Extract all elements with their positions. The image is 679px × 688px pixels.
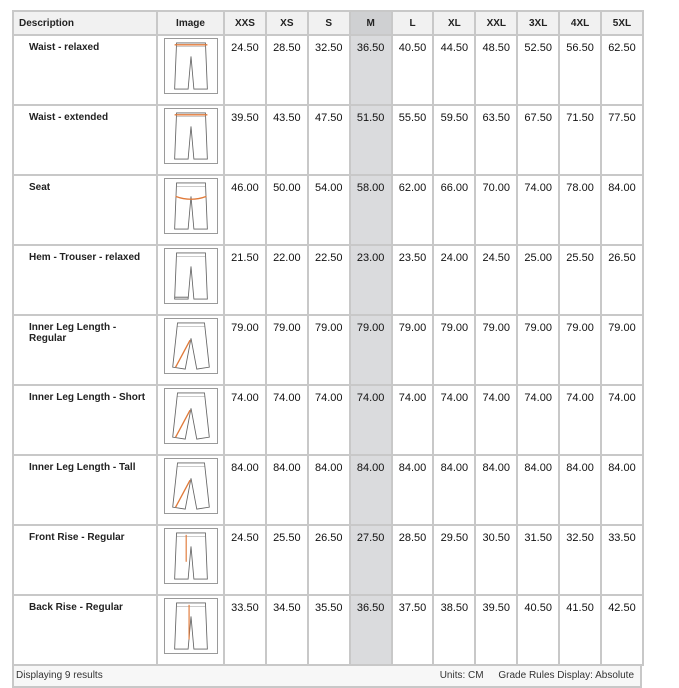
- measurement-value[interactable]: 55.50: [392, 105, 434, 175]
- row-description: Front Rise - Regular: [13, 525, 157, 595]
- measurement-value[interactable]: 51.50: [350, 105, 392, 175]
- row-image-cell: [157, 175, 224, 245]
- measurement-value[interactable]: 79.00: [308, 315, 350, 385]
- measurement-value[interactable]: 30.50: [475, 525, 517, 595]
- row-image-cell: [157, 105, 224, 175]
- row-image-cell: [157, 595, 224, 665]
- measurement-value[interactable]: 67.50: [517, 105, 559, 175]
- measurement-value[interactable]: 47.50: [308, 105, 350, 175]
- measurement-value[interactable]: 71.50: [559, 105, 601, 175]
- measurement-value[interactable]: 79.00: [224, 315, 266, 385]
- measurement-value[interactable]: 21.50: [224, 245, 266, 315]
- measurement-value[interactable]: 74.00: [266, 385, 308, 455]
- measurement-value[interactable]: 24.50: [224, 525, 266, 595]
- measurement-value[interactable]: 43.50: [266, 105, 308, 175]
- waist-measure-icon[interactable]: [164, 108, 218, 164]
- table-row[interactable]: [13, 525, 643, 595]
- measurement-value[interactable]: 48.50: [475, 35, 517, 105]
- measurement-value[interactable]: 22.50: [308, 245, 350, 315]
- measurement-value[interactable]: 84.00: [266, 455, 308, 525]
- measurement-value[interactable]: 27.50: [350, 525, 392, 595]
- results-count: Displaying 9 results: [16, 670, 103, 681]
- measurement-value[interactable]: 84.00: [433, 455, 475, 525]
- row-image-cell: [157, 525, 224, 595]
- measurement-value[interactable]: 52.50: [517, 35, 559, 105]
- measurement-value[interactable]: 77.50: [601, 105, 643, 175]
- measurement-value[interactable]: 84.00: [392, 455, 434, 525]
- measurement-value[interactable]: 84.00: [308, 455, 350, 525]
- row-image-cell: [157, 385, 224, 455]
- table-row[interactable]: [13, 245, 643, 315]
- measurement-value[interactable]: 79.00: [475, 315, 517, 385]
- measurement-value[interactable]: 54.00: [308, 175, 350, 245]
- measurement-value[interactable]: 40.50: [517, 595, 559, 665]
- measurement-value[interactable]: 74.00: [559, 385, 601, 455]
- measurement-value[interactable]: 39.50: [475, 595, 517, 665]
- measurement-value[interactable]: 39.50: [224, 105, 266, 175]
- measurement-value[interactable]: 25.50: [266, 525, 308, 595]
- size-chart: [12, 10, 642, 688]
- measurement-value[interactable]: 74.00: [350, 385, 392, 455]
- measurement-value[interactable]: 44.50: [433, 35, 475, 105]
- measurement-value[interactable]: 28.50: [266, 35, 308, 105]
- grade-rules-label: Grade Rules Display: Absolute: [498, 670, 634, 681]
- measurement-value[interactable]: 37.50: [392, 595, 434, 665]
- measurement-value[interactable]: 79.00: [517, 315, 559, 385]
- column-header-size[interactable]: XXS: [224, 11, 266, 35]
- measurement-value[interactable]: 62.00: [392, 175, 434, 245]
- table-row[interactable]: [13, 385, 643, 455]
- measurement-value[interactable]: 36.50: [350, 35, 392, 105]
- measurement-value[interactable]: 58.00: [350, 175, 392, 245]
- waist-measure-icon[interactable]: [164, 38, 218, 94]
- measurement-value[interactable]: 24.50: [475, 245, 517, 315]
- table-row[interactable]: [13, 105, 643, 175]
- measurement-value[interactable]: 79.00: [266, 315, 308, 385]
- measurement-value[interactable]: 28.50: [392, 525, 434, 595]
- measurement-value[interactable]: 74.00: [601, 385, 643, 455]
- measurement-value[interactable]: 70.00: [475, 175, 517, 245]
- column-header-description[interactable]: Description: [13, 11, 157, 35]
- column-header-size[interactable]: XXL: [475, 11, 517, 35]
- column-header-size[interactable]: L: [392, 11, 434, 35]
- measurement-value[interactable]: 25.50: [559, 245, 601, 315]
- measurement-value[interactable]: 74.00: [433, 385, 475, 455]
- measurement-value[interactable]: 84.00: [475, 455, 517, 525]
- row-image-cell: [157, 315, 224, 385]
- row-description: Inner Leg Length - Regular: [13, 315, 157, 385]
- column-header-size[interactable]: 5XL: [601, 11, 643, 35]
- inner-leg-measure-icon[interactable]: [164, 318, 218, 374]
- table-body: [13, 35, 643, 665]
- table-row[interactable]: [13, 595, 643, 665]
- table-row[interactable]: [13, 35, 643, 105]
- measurement-value[interactable]: 23.50: [392, 245, 434, 315]
- back-rise-measure-icon[interactable]: [164, 598, 218, 654]
- column-header-size[interactable]: XL: [433, 11, 475, 35]
- table-header-row: [13, 11, 643, 35]
- table-row[interactable]: [13, 315, 643, 385]
- column-header-size[interactable]: S: [308, 11, 350, 35]
- column-header-image[interactable]: Image: [157, 11, 224, 35]
- measurement-value[interactable]: 79.00: [601, 315, 643, 385]
- measurements-table: [12, 10, 644, 666]
- row-image-cell: [157, 35, 224, 105]
- measurement-value[interactable]: 79.00: [392, 315, 434, 385]
- column-header-size[interactable]: 4XL: [559, 11, 601, 35]
- measurement-value[interactable]: 50.00: [266, 175, 308, 245]
- measurement-value[interactable]: 84.00: [350, 455, 392, 525]
- measurement-value[interactable]: 84.00: [224, 455, 266, 525]
- measurement-value[interactable]: 84.00: [601, 175, 643, 245]
- measurement-value[interactable]: 79.00: [433, 315, 475, 385]
- measurement-value[interactable]: 24.00: [433, 245, 475, 315]
- row-description: Inner Leg Length - Tall: [13, 455, 157, 525]
- measurement-value[interactable]: 36.50: [350, 595, 392, 665]
- table-row[interactable]: [13, 455, 643, 525]
- front-rise-measure-icon[interactable]: [164, 528, 218, 584]
- column-header-size[interactable]: 3XL: [517, 11, 559, 35]
- measurement-value[interactable]: 32.50: [308, 35, 350, 105]
- hem-measure-icon[interactable]: [164, 248, 218, 304]
- measurement-value[interactable]: 31.50: [517, 525, 559, 595]
- measurement-value[interactable]: 32.50: [559, 525, 601, 595]
- measurement-value[interactable]: 62.50: [601, 35, 643, 105]
- column-header-size[interactable]: XS: [266, 11, 308, 35]
- measurement-value[interactable]: 38.50: [433, 595, 475, 665]
- inner-leg-measure-icon[interactable]: [164, 458, 218, 514]
- row-description: Seat: [13, 175, 157, 245]
- row-description: Inner Leg Length - Short: [13, 385, 157, 455]
- measurement-value[interactable]: 63.50: [475, 105, 517, 175]
- measurement-value[interactable]: 84.00: [559, 455, 601, 525]
- column-header-size[interactable]: M: [350, 11, 392, 35]
- measurement-value[interactable]: 74.00: [224, 385, 266, 455]
- measurement-value[interactable]: 41.50: [559, 595, 601, 665]
- row-description: Waist - relaxed: [13, 35, 157, 105]
- row-description: Hem - Trouser - relaxed: [13, 245, 157, 315]
- seat-measure-icon[interactable]: [164, 178, 218, 234]
- measurement-value[interactable]: 66.00: [433, 175, 475, 245]
- measurement-value[interactable]: 79.00: [350, 315, 392, 385]
- measurement-value[interactable]: 56.50: [559, 35, 601, 105]
- measurement-value[interactable]: 42.50: [601, 595, 643, 665]
- measurement-value[interactable]: 74.00: [392, 385, 434, 455]
- measurement-value[interactable]: 79.00: [559, 315, 601, 385]
- measurement-value[interactable]: 84.00: [517, 455, 559, 525]
- measurement-value[interactable]: 46.00: [224, 175, 266, 245]
- units-label: Units: CM: [439, 670, 484, 681]
- measurement-value[interactable]: 23.00: [350, 245, 392, 315]
- measurement-value[interactable]: 74.00: [308, 385, 350, 455]
- measurement-value[interactable]: 59.50: [433, 105, 475, 175]
- measurement-value[interactable]: 78.00: [559, 175, 601, 245]
- measurement-value[interactable]: 29.50: [433, 525, 475, 595]
- inner-leg-measure-icon[interactable]: [164, 388, 218, 444]
- measurement-value[interactable]: 26.50: [308, 525, 350, 595]
- row-description: Back Rise - Regular: [13, 595, 157, 665]
- measurement-value[interactable]: 40.50: [392, 35, 434, 105]
- table-row[interactable]: [13, 175, 643, 245]
- measurement-value[interactable]: 35.50: [308, 595, 350, 665]
- row-image-cell: [157, 245, 224, 315]
- measurement-value[interactable]: 22.00: [266, 245, 308, 315]
- measurement-value[interactable]: 24.50: [224, 35, 266, 105]
- measurement-value[interactable]: 33.50: [601, 525, 643, 595]
- measurement-value[interactable]: 74.00: [517, 175, 559, 245]
- measurement-value[interactable]: 25.00: [517, 245, 559, 315]
- measurement-value[interactable]: 33.50: [224, 595, 266, 665]
- row-description: Waist - extended: [13, 105, 157, 175]
- measurement-value[interactable]: 74.00: [475, 385, 517, 455]
- measurement-value[interactable]: 34.50: [266, 595, 308, 665]
- measurement-value[interactable]: 84.00: [601, 455, 643, 525]
- measurement-value[interactable]: 74.00: [517, 385, 559, 455]
- measurement-value[interactable]: 26.50: [601, 245, 643, 315]
- row-image-cell: [157, 455, 224, 525]
- table-footer: [12, 666, 642, 688]
